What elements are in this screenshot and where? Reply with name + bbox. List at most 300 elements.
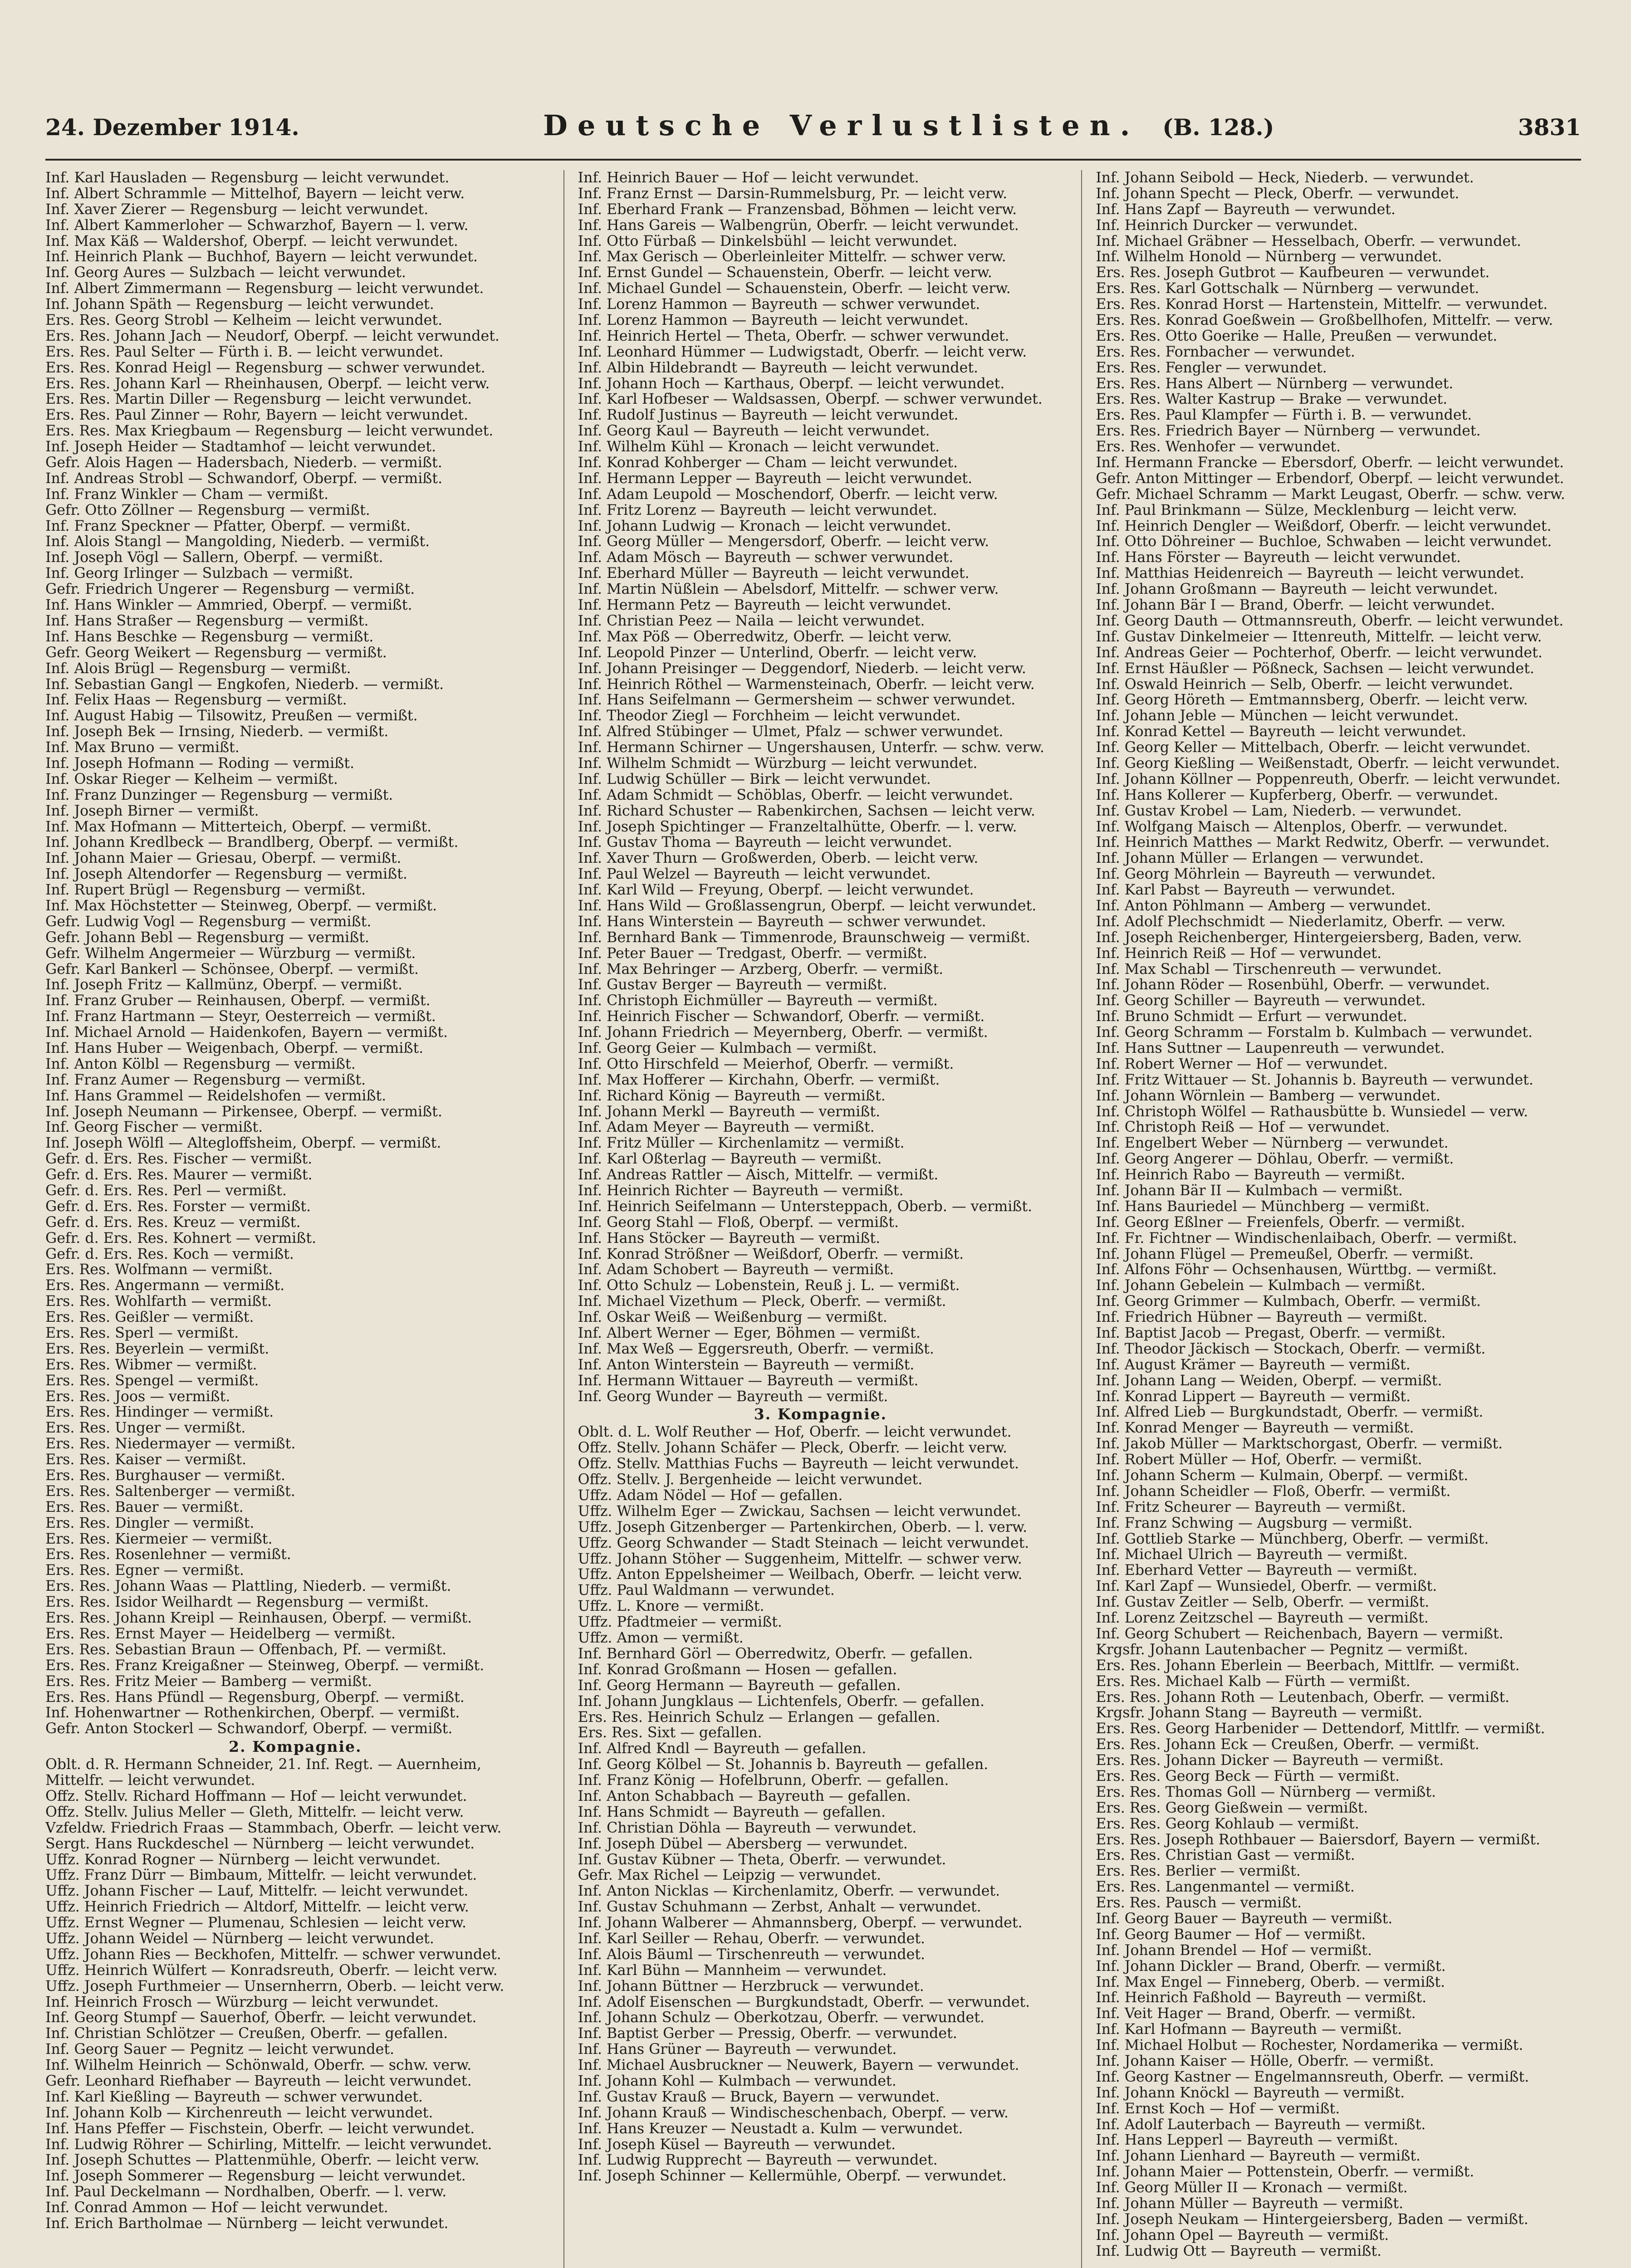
list-entry: Inf. Joseph Neukam — Hintergeiersberg, Baden — vermißt. bbox=[1096, 2211, 1528, 2228]
list-entry: Inf. Ludwig Schüller — Birk — leicht verwundet. bbox=[578, 771, 931, 787]
section-heading: 2. Kompagnie. bbox=[229, 1738, 362, 1756]
list-entry: Inf. Hans Kreuzer — Neustadt a. Kulm — verwundet. bbox=[578, 2121, 963, 2137]
list-entry: Ers. Res. Hans Pfündl — Regensburg, Oberpf. — vermißt. bbox=[45, 1689, 465, 1706]
list-entry: Inf. Adam Schobert — Bayreuth — vermißt. bbox=[578, 1262, 894, 1278]
list-entry: Inf. Hans Wild — Großlassengrun, Oberpf. — leicht verwundet. bbox=[578, 898, 1037, 914]
list-entry: Inf. Konrad Lippert — Bayreuth — vermißt. bbox=[1096, 1388, 1411, 1405]
list-entry: Inf. Heinrich Fischer — Schwandorf, Oberfr. — vermißt. bbox=[578, 1009, 985, 1025]
list-entry: Inf. Otto Schulz — Lobenstein, Reuß j. L. — vermißt. bbox=[578, 1278, 960, 1294]
list-entry: Inf. Gustav Thoma — Bayreuth — leicht verwundet. bbox=[578, 835, 952, 851]
list-entry: Inf. Alois Stangl — Mangolding, Niederb. — vermißt. bbox=[45, 534, 430, 550]
list-entry: Inf. Adam Leupold — Moschendorf, Oberfr. — leicht verw. bbox=[578, 486, 998, 503]
list-entry: Inf. Baptist Gerber — Pressig, Oberfr. — verwundet. bbox=[578, 2026, 957, 2042]
list-entry: Inf. Hans Schmidt — Bayreuth — gefallen. bbox=[578, 1804, 886, 1820]
list-entry: Inf. Eberhard Frank — Franzensbad, Böhmen — leicht verw. bbox=[578, 201, 1017, 218]
list-entry: Inf. Georg Irlinger — Sulzbach — vermißt. bbox=[45, 566, 353, 582]
list-entry: Inf. Johann Lienhard — Bayreuth — vermißt. bbox=[1096, 2148, 1421, 2165]
list-entry: Ers. Res. Bauer — vermißt. bbox=[45, 1499, 244, 1515]
list-entry: Ers. Res. Georg Harbenider — Dettendorf, Mittlfr. — vermißt. bbox=[1096, 1721, 1545, 1737]
list-entry: Gefr. d. Ers. Res. Kreuz — vermißt. bbox=[45, 1214, 301, 1231]
list-entry: Inf. Johann Schulz — Oberkotzau, Oberfr. — verwundet. bbox=[578, 2010, 984, 2026]
list-entry: Ers. Res. Sixt — gefallen. bbox=[578, 1725, 762, 1741]
section-heading: 3. Kompagnie. bbox=[754, 1405, 887, 1423]
list-entry: Uffz. Adam Nödel — Hof — gefallen. bbox=[578, 1488, 843, 1504]
list-entry: Inf. Hans Grüner — Bayreuth — verwundet. bbox=[578, 2042, 897, 2058]
list-entry: Inf. Hermann Wittauer — Bayreuth — vermißt. bbox=[578, 1373, 919, 1389]
list-entry: Gefr. d. Ers. Res. Forster — vermißt. bbox=[45, 1198, 311, 1215]
list-entry: Inf. Bruno Schmidt — Erfurt — verwundet. bbox=[1096, 1009, 1407, 1025]
list-entry: Inf. Johann Jeble — München — leicht verwundet. bbox=[1096, 708, 1459, 724]
list-entry: Ers. Res. Christian Gast — vermißt. bbox=[1096, 1848, 1355, 1864]
columns bbox=[45, 170, 1581, 2268]
list-entry: Inf. Adolf Lauterbach — Bayreuth — vermißt. bbox=[1096, 2116, 1426, 2133]
list-entry: Uffz. Ernst Wegner — Plumenau, Schlesien — leicht verw. bbox=[45, 1915, 467, 1931]
list-entry: Inf. Johann Maier — Pottenstein, Oberfr. — vermißt. bbox=[1096, 2164, 1474, 2180]
header-issue: (B. 128.) bbox=[1162, 114, 1274, 141]
list-entry: Ers. Res. Thomas Goll — Nürnberg — vermißt. bbox=[1096, 1784, 1436, 1800]
list-entry: Inf. Heinrich Hertel — Theta, Oberfr. — schwer verwundet. bbox=[578, 328, 1009, 344]
list-entry: Uffz. Amon — vermißt. bbox=[578, 1630, 744, 1646]
list-entry: Inf. Hermann Schirner — Ungershausen, Unterfr. — schw. verw. bbox=[578, 740, 1044, 756]
list-entry: Inf. Otto Fürbaß — Dinkelsbühl — leicht verwundet. bbox=[578, 233, 958, 249]
list-entry: Ers. Res. Georg Strobl — Kelheim — leicht verwundet. bbox=[45, 313, 443, 328]
list-entry: Inf. Georg Stahl — Floß, Oberpf. — vermißt. bbox=[578, 1214, 899, 1231]
list-entry: Inf. Joseph Bek — Irnsing, Niederb. — vermißt. bbox=[45, 724, 389, 740]
list-entry: Gefr. Otto Zöllner — Regensburg — vermißt. bbox=[45, 502, 370, 518]
list-entry: Inf. Max Schabl — Tirschenreuth — verwundet. bbox=[1096, 961, 1442, 978]
list-entry: Ers. Res. Friedrich Bayer — Nürnberg — verwundet. bbox=[1096, 423, 1481, 440]
list-entry: Oblt. d. R. Hermann Schneider, 21. Inf. Regt. — Auernheim, bbox=[45, 1757, 481, 1773]
list-entry: Inf. Alfons Föhr — Ochsenhausen, Württbg. — vermißt. bbox=[1096, 1262, 1497, 1278]
list-entry: Inf. Joseph Altendorfer — Regensburg — vermißt. bbox=[45, 866, 407, 883]
list-entry: Uffz. Georg Schwander — Stadt Steinach — leicht verwundet. bbox=[578, 1535, 1029, 1551]
list-entry: Inf. Georg Schiller — Bayreuth — verwundet. bbox=[1096, 993, 1426, 1009]
list-entry: Inf. Johann Jungklaus — Lichtenfels, Oberfr. — gefallen. bbox=[578, 1693, 985, 1710]
list-entry: Ers. Res. Ernst Mayer — Heidelberg — vermißt. bbox=[45, 1626, 396, 1642]
list-entry: Uffz. Heinrich Friedrich — Altdorf, Mittelfr. — leicht verw. bbox=[45, 1899, 469, 1916]
list-entry: Inf. Johann Walberer — Ahmannsberg, Oberpf. — verwundet. bbox=[578, 1915, 1023, 1931]
list-entry: Inf. Adolf Plechschmidt — Niederlamitz, Oberfr. — verw. bbox=[1096, 914, 1506, 930]
list-entry: Inf. Joseph Wölfl — Altegloffsheim, Oberpf. — vermißt. bbox=[45, 1135, 441, 1152]
list-entry: Inf. Georg Fischer — vermißt. bbox=[45, 1119, 263, 1136]
list-entry: Inf. Heinrich Frosch — Würzburg — leicht verwundet. bbox=[45, 1994, 439, 2010]
list-entry: Inf. Christian Peez — Naila — leicht verwundet. bbox=[578, 613, 925, 629]
list-entry: Ers. Res. Wibmer — vermißt. bbox=[45, 1357, 257, 1373]
list-entry: Inf. Wilhelm Kühl — Kronach — leicht verwundet. bbox=[578, 439, 940, 455]
list-entry: Inf. Georg Sauer — Pegnitz — leicht verwundet. bbox=[45, 2042, 395, 2058]
list-entry: Ers. Res. Georg Kohlaub — vermißt. bbox=[1096, 1816, 1359, 1832]
list-entry: Inf. Heinrich Reiß — Hof — verwundet. bbox=[1096, 945, 1382, 962]
list-entry: Inf. Johann Dickler — Brand, Oberfr. — vermißt. bbox=[1096, 1958, 1446, 1975]
list-entry: Ers. Res. Burghauser — vermißt. bbox=[45, 1468, 285, 1484]
list-entry: Inf. Georg Angerer — Döhlau, Oberfr. — vermißt. bbox=[1096, 1151, 1454, 1168]
list-entry: Offz. Stellv. Johann Schäfer — Pleck, Oberfr. — leicht verw. bbox=[578, 1440, 1008, 1457]
list-entry: Uffz. Johann Ries — Beckhofen, Mittelfr. — schwer verwundet. bbox=[45, 1946, 501, 1963]
list-entry: Inf. Johann Krauß — Windischeschenbach, Oberpf. — verw. bbox=[578, 2105, 1009, 2121]
list-entry: Inf. Gustav Krauß — Bruck, Bayern — verwundet. bbox=[578, 2089, 940, 2105]
list-entry: Inf. Joseph Heider — Stadtamhof — leicht verwundet. bbox=[45, 439, 436, 455]
list-entry: Ers. Res. Berlier — vermißt. bbox=[1096, 1863, 1301, 1880]
list-entry: Inf. Anton Kölbl — Regensburg — vermißt. bbox=[45, 1056, 356, 1072]
list-entry: Inf. Richard König — Bayreuth — vermißt. bbox=[578, 1088, 886, 1104]
list-entry: Inf. Johann Röder — Rosenbühl, Oberfr. — verwundet. bbox=[1096, 977, 1490, 993]
list-entry: Inf. Joseph Fritz — Kallmünz, Oberpf. — vermißt. bbox=[45, 977, 402, 993]
list-entry: Inf. Georg Aures — Sulzbach — leicht verwundet. bbox=[45, 265, 406, 281]
list-entry: Ers. Res. Joseph Rothbauer — Baiersdorf, Bayern — vermißt. bbox=[1096, 1832, 1540, 1848]
list-entry: Inf. Alfred Lieb — Burgkundstadt, Oberfr. — vermißt. bbox=[1096, 1404, 1484, 1421]
list-entry: Inf. Johann Friedrich — Meyernberg, Oberfr. — vermißt. bbox=[578, 1025, 988, 1041]
list-entry: Inf. Georg Kastner — Engelmannsreuth, Oberfr. — vermißt. bbox=[1096, 2069, 1529, 2085]
list-entry: Uffz. Konrad Rogner — Nürnberg — leicht verwundet. bbox=[45, 1852, 441, 1868]
list-entry: Ers. Res. Johann Jach — Neudorf, Oberpf. — leicht verwundet. bbox=[45, 328, 500, 344]
list-entry: Ers. Res. Paul Klampfer — Fürth i. B. — verwundet. bbox=[1096, 407, 1472, 424]
list-entry: Inf. Max Behringer — Arzberg, Oberfr. — vermißt. bbox=[578, 961, 944, 978]
list-entry: Inf. Max Höchstetter — Steinweg, Oberpf. — vermißt. bbox=[45, 898, 437, 914]
list-entry: Inf. Franz Winkler — Cham — vermißt. bbox=[45, 486, 329, 503]
list-entry: Inf. Konrad Großmann — Hosen — gefallen. bbox=[578, 1662, 897, 1678]
list-entry: Inf. Max Weß — Eggersreuth, Oberfr. — vermißt. bbox=[578, 1341, 934, 1357]
list-entry: Inf. Otto Döhreiner — Buchloe, Schwaben — leicht verwundet. bbox=[1096, 534, 1552, 550]
list-entry: Inf. Karl Bühn — Mannheim — verwundet. bbox=[578, 1962, 887, 1979]
list-entry: Inf. Adam Mösch — Bayreuth — schwer verwundet. bbox=[578, 550, 954, 566]
list-entry: Inf. Johann Maier — Griesau, Oberpf. — vermißt. bbox=[45, 850, 402, 867]
list-entry: Inf. Christian Schlötzer — Creußen, Oberfr. — gefallen. bbox=[45, 2026, 448, 2042]
list-entry: Inf. Georg Müller — Mengersdorf, Oberfr. — leicht verw. bbox=[578, 534, 989, 550]
list-entry: Inf. Alois Brügl — Regensburg — vermißt. bbox=[45, 660, 351, 677]
list-entry: Inf. Albert Schrammle — Mittelhof, Bayern — leicht verw. bbox=[45, 186, 465, 202]
list-entry: Uffz. Joseph Furthmeier — Unsernherrn, Oberb. — leicht verw. bbox=[45, 1978, 504, 1994]
list-entry: Inf. Joseph Dübel — Abersberg — verwundet. bbox=[578, 1836, 908, 1852]
list-entry: Inf. Christoph Wölfel — Rathausbütte b. Wunsiedel — verw. bbox=[1096, 1104, 1528, 1120]
list-entry: Ers. Res. Rosenlehner — vermißt. bbox=[45, 1547, 291, 1563]
list-entry: Inf. Georg Möhrlein — Bayreuth — verwundet. bbox=[1096, 866, 1436, 883]
column-3 bbox=[1081, 170, 1581, 2268]
list-entry: Uffz. Johann Fischer — Lauf, Mittelfr. — leicht verwundet. bbox=[45, 1883, 469, 1900]
list-entry: Inf. Joseph Reichenberger, Hintergeiersberg, Baden, verw. bbox=[1096, 929, 1522, 946]
list-entry: Inf. Franz Schwing — Augsburg — vermißt. bbox=[1096, 1515, 1413, 1531]
list-entry: Inf. Georg Müller II — Kronach — vermißt. bbox=[1096, 2180, 1408, 2196]
list-entry: Inf. Lorenz Hammon — Bayreuth — leicht verwundet. bbox=[578, 313, 969, 328]
list-entry: Gefr. Anton Stockerl — Schwandorf, Oberpf. — vermißt. bbox=[45, 1721, 453, 1737]
list-entry: Inf. Alfred Kndl — Bayreuth — gefallen. bbox=[578, 1741, 867, 1757]
list-entry: Inf. Georg Schramm — Forstalm b. Kulmbach — verwundet. bbox=[1096, 1025, 1533, 1041]
list-entry: Gefr. Georg Weikert — Regensburg — vermißt. bbox=[45, 645, 387, 661]
list-entry: Inf. Ludwig Ott — Bayreuth — vermißt. bbox=[1096, 2243, 1382, 2259]
list-entry: Inf. Johann Brendel — Hof — vermißt. bbox=[1096, 1942, 1372, 1959]
list-entry: Inf. Anton Pöhlmann — Amberg — verwundet. bbox=[1096, 898, 1431, 914]
list-entry: Ers. Res. Spengel — vermißt. bbox=[45, 1373, 259, 1389]
list-entry: Inf. Joseph Neumann — Pirkensee, Oberpf. — vermißt. bbox=[45, 1104, 442, 1120]
list-entry: Ers. Res. Georg Gießwein — vermißt. bbox=[1096, 1800, 1368, 1816]
list-entry: Inf. Georg Kießling — Weißenstadt, Oberfr. — leicht verwundet. bbox=[1096, 755, 1560, 772]
list-entry: Uffz. Paul Waldmann — verwundet. bbox=[578, 1583, 835, 1599]
list-entry: Inf. Theodor Jäckisch — Stockach, Oberfr. — vermißt. bbox=[1096, 1341, 1486, 1357]
list-entry: Inf. Anton Nicklas — Kirchenlamitz, Oberfr. — verwundet. bbox=[578, 1883, 1000, 1900]
list-entry: Gefr. Anton Mittinger — Erbendorf, Oberpf. — leicht verwundet. bbox=[1096, 470, 1564, 487]
list-entry: Inf. Gustav Schuhmann — Zerbst, Anhalt — verwundet. bbox=[578, 1899, 981, 1916]
list-entry: Gefr. d. Ers. Res. Maurer — vermißt. bbox=[45, 1167, 313, 1183]
list-entry: Inf. Georg Kölbel — St. Johannis b. Bayreuth — gefallen. bbox=[578, 1757, 989, 1773]
list-entry: Inf. Felix Haas — Regensburg — vermißt. bbox=[45, 692, 347, 709]
list-entry: Inf. Martin Nüßlein — Abelsdorf, Mittelfr. — schwer verw. bbox=[578, 582, 999, 598]
list-entry: Ers. Res. Geißler — vermißt. bbox=[45, 1310, 254, 1326]
list-entry: Gefr. Johann Bebl — Regensburg — vermißt. bbox=[45, 929, 369, 946]
list-entry: Inf. Karl Seiller — Rehau, Oberfr. — verwundet. bbox=[578, 1931, 926, 1947]
list-entry: Gefr. Max Richel — Leipzig — verwundet. bbox=[578, 1867, 882, 1884]
page-header bbox=[45, 109, 1581, 161]
list-entry: Inf. Hans Beschke — Regensburg — vermißt. bbox=[45, 629, 374, 645]
list-entry: Inf. Gustav Zeitler — Selb, Oberfr. — vermißt. bbox=[1096, 1594, 1430, 1611]
list-entry: Inf. Hans Lepperl — Bayreuth — vermißt. bbox=[1096, 2132, 1398, 2149]
list-entry: Inf. Heinrich Rabo — Bayreuth — vermißt. bbox=[1096, 1167, 1406, 1183]
list-entry: Ers. Res. Isidor Weilhardt — Regensburg — vermißt. bbox=[45, 1594, 429, 1611]
list-entry: Inf. Albin Hildebrandt — Bayreuth — leicht verwundet. bbox=[578, 360, 979, 376]
list-entry: Inf. Xaver Zierer — Regensburg — leicht verwundet. bbox=[45, 201, 429, 218]
list-entry: Inf. Johann Wörnlein — Bamberg — verwundet. bbox=[1096, 1088, 1441, 1104]
list-entry: Inf. Franz Ernst — Darsin-Rummelsburg, Pr. — leicht verw. bbox=[578, 186, 1008, 202]
list-entry: Inf. Andreas Geier — Pochterhof, Oberfr. — leicht verwundet. bbox=[1096, 645, 1543, 661]
list-entry: Inf. Alois Bäuml — Tirschenreuth — verwundet. bbox=[578, 1946, 926, 1963]
list-entry: Offz. Stellv. Richard Hoffmann — Hof — leicht verwundet. bbox=[45, 1788, 467, 1804]
list-entry: Inf. Ludwig Röhrer — Schirling, Mittelfr. — leicht verwundet. bbox=[45, 2136, 492, 2153]
list-entry: Inf. Wilhelm Heinrich — Schönwald, Oberfr. — schw. verw. bbox=[45, 2058, 472, 2073]
list-entry: Ers. Res. Joos — vermißt. bbox=[45, 1388, 230, 1405]
header-title: Deutsche Verlustlisten. bbox=[543, 109, 1140, 142]
list-entry: Ers. Res. Angermann — vermißt. bbox=[45, 1278, 285, 1294]
list-entry: Ers. Res. Saltenberger — vermißt. bbox=[45, 1483, 295, 1500]
list-entry: Inf. Hans Seifelmann — Germersheim — schwer verwundet. bbox=[578, 692, 1016, 709]
list-entry: Gefr. Karl Bankerl — Schönsee, Oberpf. — vermißt. bbox=[45, 961, 419, 978]
list-entry: Inf. Adam Meyer — Bayreuth — vermißt. bbox=[578, 1119, 875, 1136]
list-entry: Uffz. Anton Eppelsheimer — Weilbach, Oberfr. — leicht verw. bbox=[578, 1567, 1023, 1583]
list-entry: Inf. Georg Grimmer — Kulmbach, Oberfr. — vermißt. bbox=[1096, 1294, 1481, 1310]
list-entry: Offz. Stellv. Matthias Fuchs — Bayreuth — leicht verwundet. bbox=[578, 1456, 1019, 1472]
list-entry: Inf. Max Pöß — Oberredwitz, Oberfr. — leicht verw. bbox=[578, 629, 952, 645]
list-entry: Ers. Res. Joseph Gutbrot — Kaufbeuren — verwundet. bbox=[1096, 265, 1490, 281]
list-entry: Ers. Res. Fornbacher — verwundet. bbox=[1096, 344, 1355, 360]
list-entry: Inf. Johann Kaiser — Hölle, Oberfr. — vermißt. bbox=[1096, 2053, 1434, 2069]
list-entry: Inf. Georg Keller — Mittelbach, Oberfr. — leicht verwundet. bbox=[1096, 740, 1531, 756]
list-entry: Gefr. Wilhelm Angermeier — Würzburg — vermißt. bbox=[45, 945, 416, 962]
list-entry: Inf. Gottlieb Starke — Münchberg, Oberfr. — vermißt. bbox=[1096, 1531, 1489, 1547]
list-entry: Inf. Fritz Wittauer — St. Johannis b. Bayreuth — verwundet. bbox=[1096, 1072, 1533, 1088]
list-entry: Inf. Ernst Häußler — Pößneck, Sachsen — leicht verwundet. bbox=[1096, 660, 1534, 677]
list-entry: Inf. Jakob Müller — Marktschorgast, Oberfr. — vermißt. bbox=[1096, 1436, 1503, 1452]
list-entry: Inf. Johann Opel — Bayreuth — vermißt. bbox=[1096, 2227, 1389, 2244]
list-entry: Inf. Johann Müller — Erlangen — verwundet. bbox=[1096, 850, 1424, 867]
list-entry: Inf. Joseph Schinner — Kellermühle, Oberpf. — verwundet. bbox=[578, 2168, 1007, 2185]
list-entry: Inf. Fritz Lorenz — Bayreuth — leicht verwundet. bbox=[578, 502, 937, 518]
list-entry: Uffz. Pfadtmeier — vermißt. bbox=[578, 1614, 782, 1631]
list-entry: Inf. Georg Geier — Kulmbach — vermißt. bbox=[578, 1040, 877, 1056]
list-entry: Inf. Johann Preisinger — Deggendorf, Niederb. — leicht verw. bbox=[578, 660, 1026, 677]
list-entry: Inf. Rupert Brügl — Regensburg — vermißt. bbox=[45, 882, 366, 898]
list-entry: Gefr. Michael Schramm — Markt Leugast, Oberfr. — schw. verw. bbox=[1096, 486, 1565, 503]
list-entry: Inf. Georg Stumpf — Sauerhof, Oberfr. — leicht verwundet. bbox=[45, 2010, 477, 2026]
list-entry: Inf. Heinrich Durcker — verwundet. bbox=[1096, 217, 1358, 234]
list-entry: Inf. Michael Gräbner — Hesselbach, Oberfr. — verwundet. bbox=[1096, 233, 1521, 249]
list-entry: Inf. August Habig — Tilsowitz, Preußen — vermißt. bbox=[45, 708, 418, 724]
list-entry: Inf. Hans Suttner — Laupenreuth — verwundet. bbox=[1096, 1040, 1445, 1056]
list-entry: Inf. Hans Gareis — Walbengrün, Oberfr. — leicht verwundet. bbox=[578, 217, 1019, 234]
list-entry: Ers. Res. Pausch — vermißt. bbox=[1096, 1895, 1302, 1911]
list-entry: Inf. Karl Hofbeser — Waldsassen, Oberpf. — schwer verwundet. bbox=[578, 391, 1043, 408]
list-entry: Inf. Karl Kießling — Bayreuth — schwer verwundet. bbox=[45, 2089, 423, 2105]
list-entry: Inf. Friedrich Hübner — Bayreuth — vermißt. bbox=[1096, 1310, 1428, 1326]
list-entry: Ers. Res. Paul Zinner — Rohr, Bayern — leicht verwundet. bbox=[45, 407, 468, 424]
list-entry: Ers. Res. Kiermeier — vermißt. bbox=[45, 1531, 273, 1547]
list-entry: Inf. Johann Bär I — Brand, Oberfr. — leicht verwundet. bbox=[1096, 597, 1495, 613]
list-entry: Ers. Res. Niedermayer — vermißt. bbox=[45, 1436, 296, 1452]
list-entry: Inf. Fr. Fichtner — Windischenlaibach, Oberfr. — vermißt. bbox=[1096, 1230, 1517, 1246]
list-entry: Inf. Hans Pfeffer — Fischstein, Oberfr. — leicht verwundet. bbox=[45, 2121, 475, 2137]
list-entry: Inf. Gustav Dinkelmeier — Ittenreuth, Mittelfr. — leicht verw. bbox=[1096, 629, 1542, 645]
list-entry: Inf. Heinrich Röthel — Warmensteinach, Oberfr. — leicht verw. bbox=[578, 676, 1035, 693]
list-entry: Uffz. Wilhelm Eger — Zwickau, Sachsen — leicht verwundet. bbox=[578, 1503, 1021, 1520]
list-entry: Inf. Baptist Jacob — Pregast, Oberfr. — vermißt. bbox=[1096, 1325, 1446, 1341]
list-entry: Uffz. Johann Stöher — Suggenheim, Mittelfr. — schwer verw. bbox=[578, 1551, 1022, 1567]
list-entry: Inf. Gustav Berger — Bayreuth — vermißt. bbox=[578, 977, 887, 993]
list-entry: Ers. Res. Johann Eberlein — Beerbach, Mittlfr. — vermißt. bbox=[1096, 1657, 1520, 1674]
list-entry: Inf. Paul Deckelmann — Nordhalben, Oberfr. — l. verw. bbox=[45, 2184, 447, 2200]
list-entry: Krgsfr. Johann Stang — Bayreuth — vermißt. bbox=[1096, 1705, 1423, 1721]
list-entry: Inf. Georg Wunder — Bayreuth — vermißt. bbox=[578, 1388, 888, 1405]
list-entry: Ers. Res. Sperl — vermißt. bbox=[45, 1325, 239, 1341]
list-entry: Inf. Fritz Scheurer — Bayreuth — vermißt. bbox=[1096, 1499, 1406, 1515]
list-entry: Inf. Johann Büttner — Herzbruck — verwundet. bbox=[578, 1978, 924, 1994]
list-entry: Ers. Res. Konrad Heigl — Regensburg — schwer verwundet. bbox=[45, 360, 485, 376]
list-entry: Ers. Res. Wenhofer — verwundet. bbox=[1096, 439, 1341, 455]
list-entry: Inf. Heinrich Seifelmann — Untersteppach, Oberb. — vermißt. bbox=[578, 1198, 1033, 1215]
list-entry: Inf. Konrad Strößner — Weißdorf, Oberfr. — vermißt. bbox=[578, 1246, 964, 1262]
list-entry: Inf. Johann Merkl — Bayreuth — vermißt. bbox=[578, 1104, 881, 1120]
list-entry: Inf. Johann Großmann — Bayreuth — leicht verwundet. bbox=[1096, 582, 1498, 598]
list-entry: Inf. Hans Kollerer — Kupferberg, Oberfr. — verwundet. bbox=[1096, 787, 1499, 803]
list-entry: Inf. Karl Hausladen — Regensburg — leicht verwundet. bbox=[45, 170, 450, 186]
list-entry: Inf. Johann Knöckl — Bayreuth — vermißt. bbox=[1096, 2085, 1405, 2101]
list-entry: Inf. Hans Förster — Bayreuth — leicht verwundet. bbox=[1096, 550, 1461, 566]
list-entry: Inf. Joseph Küsel — Bayreuth — verwundet. bbox=[578, 2136, 896, 2153]
list-entry: Inf. Wilhelm Honold — Nürnberg — verwundet. bbox=[1096, 249, 1442, 265]
list-entry: Inf. Adolf Eisenschen — Burgkundstadt, Oberfr. — verwundet. bbox=[578, 1994, 1030, 2010]
list-entry: Inf. Hans Winkler — Ammried, Oberpf. — vermißt. bbox=[45, 597, 412, 613]
list-entry: Inf. Xaver Thurn — Großwerden, Oberb. — leicht verw. bbox=[578, 850, 979, 867]
list-entry: Sergt. Hans Ruckdeschel — Nürnberg — leicht verwundet. bbox=[45, 1836, 475, 1852]
list-entry: Inf. Paul Welzel — Bayreuth — leicht verwundet. bbox=[578, 866, 931, 883]
list-entry: Inf. Franz Gruber — Reinhausen, Oberpf. — vermißt. bbox=[45, 993, 431, 1009]
list-entry: Ers. Res. Johann Waas — Plattling, Niederb. — vermißt. bbox=[45, 1579, 451, 1595]
list-entry: Inf. Fritz Müller — Kirchenlamitz — vermißt. bbox=[578, 1135, 905, 1152]
list-entry: Inf. Richard Schuster — Rabenkirchen, Sachsen — leicht verw. bbox=[578, 803, 1035, 819]
page-number: 3831 bbox=[1518, 114, 1581, 141]
list-entry: Ers. Res. Unger — vermißt. bbox=[45, 1420, 246, 1437]
list-entry: Inf. Georg Höreth — Emtmannsberg, Oberfr. — leicht verw. bbox=[1096, 692, 1528, 709]
list-entry: Ers. Res. Martin Diller — Regensburg — leicht verwundet. bbox=[45, 391, 472, 408]
list-entry: Ers. Res. Otto Goerike — Halle, Preußen — verwundet. bbox=[1096, 328, 1498, 344]
list-entry: Inf. Johann Scherm — Kulmain, Oberpf. — vermißt. bbox=[1096, 1468, 1469, 1484]
list-entry: Uffz. Franz Dürr — Bimbaum, Mittelfr. — leicht verwundet. bbox=[45, 1867, 477, 1884]
list-entry: Ers. Res. Heinrich Schulz — Erlangen — gefallen. bbox=[578, 1709, 940, 1725]
list-entry: Inf. Ludwig Rupprecht — Bayreuth — verwundet. bbox=[578, 2152, 938, 2169]
list-entry: Inf. Karl Zapf — Wunsiedel, Oberfr. — vermißt. bbox=[1096, 1579, 1437, 1595]
list-entry: Inf. Max Engel — Finneberg, Oberb. — vermißt. bbox=[1096, 1974, 1445, 1990]
list-entry: Ers. Res. Johann Dicker — Bayreuth — vermißt. bbox=[1096, 1753, 1444, 1769]
list-entry: Ers. Res. Johann Kreipl — Reinhausen, Oberpf. — vermißt. bbox=[45, 1610, 472, 1626]
list-entry: Ers. Res. Wolfmann — vermißt. bbox=[45, 1262, 273, 1278]
list-entry: Ers. Res. Johann Roth — Leutenbach, Oberfr. — vermißt. bbox=[1096, 1689, 1510, 1706]
list-entry: Inf. Johann Flügel — Premeußel, Oberfr. — vermißt. bbox=[1096, 1246, 1474, 1262]
list-entry: Inf. Eberhard Müller — Bayreuth — leicht verwundet. bbox=[578, 566, 970, 582]
list-entry: Inf. Oskar Rieger — Kelheim — vermißt. bbox=[45, 771, 338, 787]
list-entry: Mittelfr. — leicht verwundet. bbox=[45, 1773, 255, 1789]
list-entry: Ers. Res. Michael Kalb — Fürth — vermißt. bbox=[1096, 1673, 1411, 1690]
list-entry: Inf. Heinrich Matthes — Markt Redwitz, Oberfr. — verwundet. bbox=[1096, 835, 1550, 851]
list-entry: Ers. Res. Johann Karl — Rheinhausen, Oberpf. — leicht verw. bbox=[45, 376, 490, 392]
list-entry: Inf. Georg Kaul — Bayreuth — leicht verwundet. bbox=[578, 423, 930, 440]
list-entry: Inf. Oskar Weiß — Weißenburg — vermißt. bbox=[578, 1310, 887, 1326]
list-entry: Inf. Paul Brinkmann — Sülze, Mecklenburg — leicht verw. bbox=[1096, 502, 1517, 518]
list-entry: Inf. Max Hofferer — Kirchahn, Oberfr. — vermißt. bbox=[578, 1072, 940, 1088]
list-entry: Ers. Res. Max Kriegbaum — Regensburg — leicht verwundet. bbox=[45, 423, 494, 440]
list-entry: Inf. Johann Kohl — Kulmbach — verwundet. bbox=[578, 2073, 896, 2089]
list-entry: Ers. Res. Paul Selter — Fürth i. B. — leicht verwundet. bbox=[45, 344, 444, 360]
list-entry: Uffz. Johann Weidel — Nürnberg — leicht verwundet. bbox=[45, 1931, 434, 1947]
list-entry: Ers. Res. Dingler — vermißt. bbox=[45, 1515, 255, 1531]
list-entry: Inf. Heinrich Plank — Buchhof, Bayern — leicht verwundet. bbox=[45, 249, 478, 265]
list-entry: Ers. Res. Johann Eck — Creußen, Oberfr. — vermißt. bbox=[1096, 1737, 1479, 1753]
list-entry: Inf. Heinrich Dengler — Weißdorf, Oberfr. — leicht verwundet. bbox=[1096, 518, 1552, 534]
list-entry: Inf. Hermann Petz — Bayreuth — leicht verwundet. bbox=[578, 597, 952, 613]
list-entry: Inf. Engelbert Weber — Nürnberg — verwundet. bbox=[1096, 1135, 1449, 1152]
list-entry: Ers. Res. Walter Kastrup — Brake — verwundet. bbox=[1096, 391, 1448, 408]
list-entry: Inf. Michael Arnold — Haidenkofen, Bayern — vermißt. bbox=[45, 1025, 448, 1041]
list-entry: Ers. Res. Egner — vermißt. bbox=[45, 1563, 244, 1579]
list-entry: Inf. Gustav Kübner — Theta, Oberfr. — verwundet. bbox=[578, 1852, 946, 1868]
list-entry: Inf. Hans Huber — Weigenbach, Oberpf. — vermißt. bbox=[45, 1040, 424, 1056]
list-entry: Uffz. Joseph Gitzenberger — Partenkirchen, Oberb. — l. verw. bbox=[578, 1519, 1028, 1535]
list-entry: Inf. Otto Hirschfeld — Meierhof, Oberfr. — vermißt. bbox=[578, 1056, 954, 1072]
list-entry: Inf. Joseph Hofmann — Roding — vermißt. bbox=[45, 755, 355, 772]
list-entry: Inf. Michael Vizethum — Pleck, Oberfr. — vermißt. bbox=[578, 1294, 946, 1310]
list-entry: Ers. Res. Fritz Meier — Bamberg — vermißt. bbox=[45, 1673, 372, 1690]
list-entry: Inf. Heinrich Bauer — Hof — leicht verwundet. bbox=[578, 170, 919, 186]
list-entry: Inf. Hans Straßer — Regensburg — vermißt. bbox=[45, 613, 369, 629]
column-1 bbox=[45, 170, 545, 2268]
list-entry: Inf. Ernst Koch — Hof — vermißt. bbox=[1096, 2101, 1340, 2117]
list-entry: Gefr. d. Ers. Res. Kohnert — vermißt. bbox=[45, 1230, 317, 1246]
list-entry: Krgsfr. Johann Lautenbacher — Pegnitz — vermißt. bbox=[1096, 1642, 1468, 1658]
list-entry: Inf. Joseph Sommerer — Regensburg — leicht verwundet. bbox=[45, 2168, 466, 2185]
list-entry: Inf. Heinrich Faßhold — Bayreuth — vermißt. bbox=[1096, 1990, 1427, 2006]
list-entry: Inf. Hans Stöcker — Bayreuth — vermißt. bbox=[578, 1230, 881, 1246]
list-entry: Ers. Res. Konrad Goeßwein — Großbellhofen, Mittelfr. — verw. bbox=[1096, 313, 1553, 328]
list-entry: Inf. Sebastian Gangl — Engkofen, Niederb. — vermißt. bbox=[45, 676, 444, 693]
list-entry: Uffz. L. Knore — vermißt. bbox=[578, 1598, 764, 1615]
list-entry: Inf. Georg Eßlner — Freienfels, Oberfr. — vermißt. bbox=[1096, 1214, 1465, 1231]
list-entry: Inf. Andreas Rattler — Aisch, Mittelfr. — vermißt. bbox=[578, 1167, 939, 1183]
list-entry: Gefr. d. Ers. Res. Perl — vermißt. bbox=[45, 1183, 287, 1199]
list-entry: Inf. Joseph Spichtinger — Franzeltalhütte, Oberfr. — l. verw. bbox=[578, 819, 1017, 835]
list-entry: Inf. Albert Zimmermann — Regensburg — leicht verwundet. bbox=[45, 281, 484, 297]
list-entry: Inf. Max Gerisch — Oberleinleiter Mittelfr. — schwer verw. bbox=[578, 249, 1006, 265]
list-entry: Inf. Ernst Gundel — Schauenstein, Oberfr. — leicht verw. bbox=[578, 265, 992, 281]
list-entry: Ers. Res. Georg Beck — Fürth — vermißt. bbox=[1096, 1768, 1400, 1784]
list-entry: Vzfeldw. Friedrich Fraas — Stammbach, Oberfr. — leicht verw. bbox=[45, 1820, 502, 1836]
list-entry: Ers. Res. Hindinger — vermißt. bbox=[45, 1404, 274, 1421]
list-entry: Inf. Johann Seibold — Heck, Niederb. — verwundet. bbox=[1096, 170, 1474, 186]
list-entry: Inf. Karl Oßterlag — Bayreuth — vermißt. bbox=[578, 1151, 882, 1168]
list-entry: Inf. Georg Hermann — Bayreuth — gefallen. bbox=[578, 1677, 901, 1694]
